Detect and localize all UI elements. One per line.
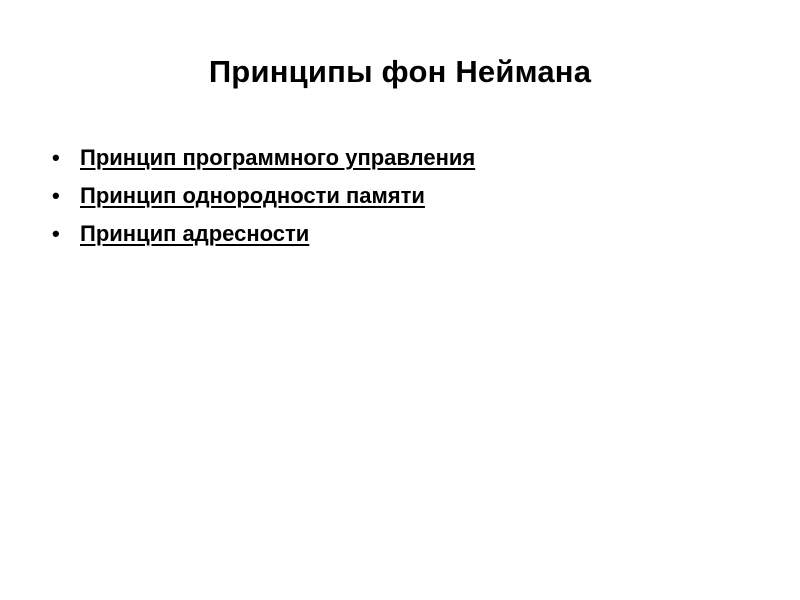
bullet-icon: • [52,221,60,246]
list-item [52,221,475,259]
link-memory-homogeneity-principle[interactable]: Принцип однородности памяти [80,183,425,208]
list-item [52,145,475,183]
bullet-icon: • [52,145,60,170]
bullet-icon: • [52,183,60,208]
list-item [52,183,475,221]
slide-title: Принципы фон Неймана [208,54,592,89]
link-addressing-principle[interactable]: Принцип адресности [80,221,310,246]
link-program-control-principle[interactable]: Принцип программного управления [80,145,476,170]
principles-list [52,145,475,259]
